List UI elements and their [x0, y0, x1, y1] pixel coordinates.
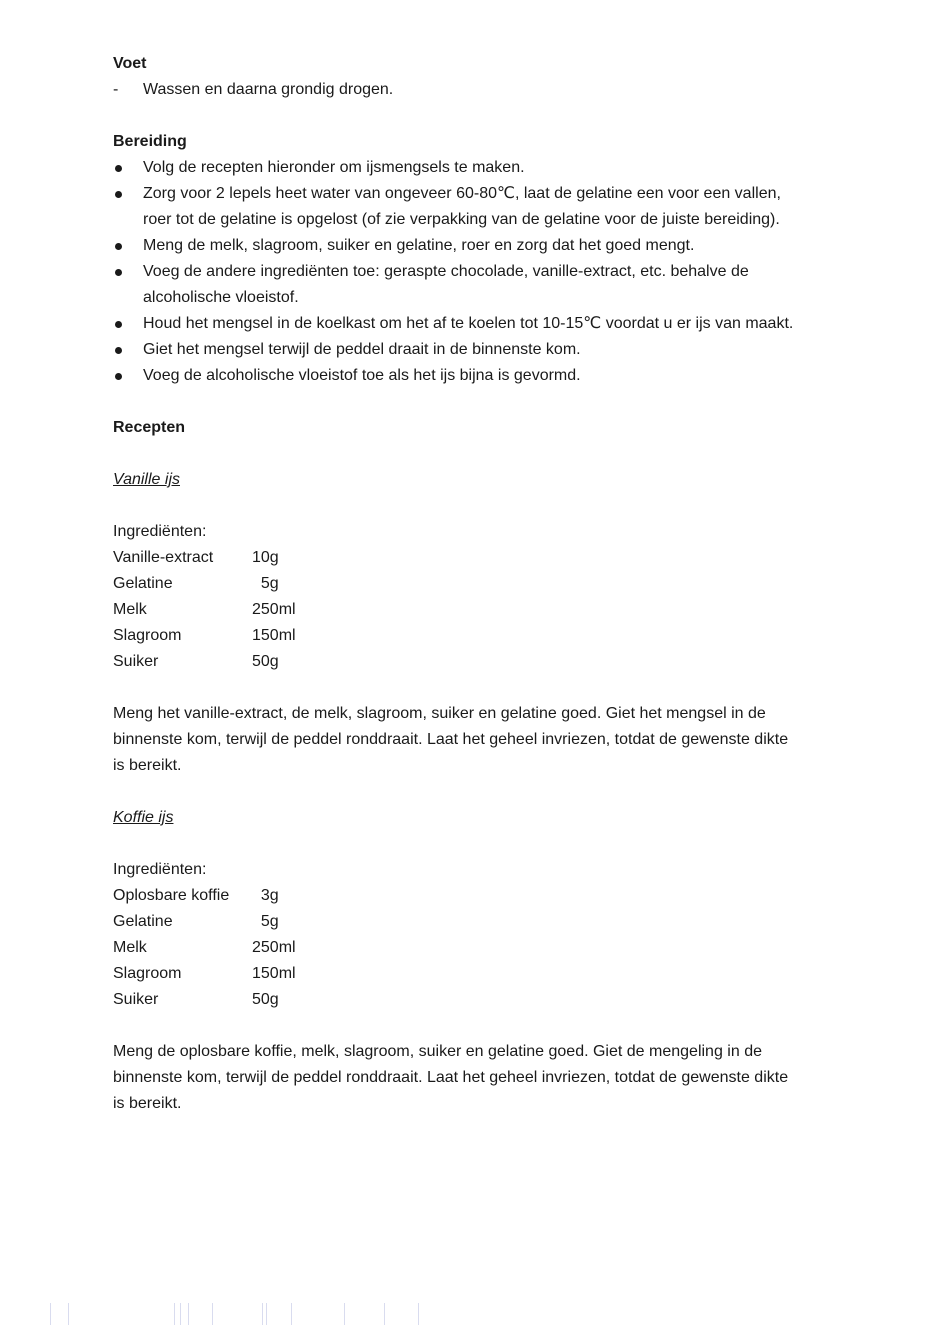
ingredient-quantity: 50g: [252, 991, 279, 1008]
bullet-icon: [115, 269, 122, 276]
section-heading-bereiding: Bereiding: [113, 133, 187, 150]
list-item: [113, 155, 813, 181]
ingredient-row: [113, 545, 813, 571]
list-item-text: Voeg de alcoholische vloeistof toe als het ijs bijna is gevormd.: [143, 367, 581, 384]
list-item: [113, 337, 813, 363]
ingredient-quantity: 3g: [252, 887, 279, 904]
ingredient-name: Melk: [113, 939, 147, 956]
ingredient-row: [113, 571, 813, 597]
list-item-text: Meng de melk, slagroom, suiker en gelatine, roer en zorg dat het goed mengt.: [143, 237, 695, 254]
list-item: [113, 259, 813, 311]
list-item: [113, 311, 813, 337]
ingredient-row: [113, 987, 813, 1013]
ingredient-row: [113, 597, 813, 623]
recipe-instructions: Meng de oplosbare koffie, melk, slagroom, suiker en gelatine goed. Giet de mengeling in de binnenste kom, terwijl de peddel ronddraait. Laat het geheel invriezen, totdat de gewenste dikte is bereikt.: [113, 1043, 789, 1112]
ingredient-name: Suiker: [113, 653, 159, 670]
list-item: [113, 77, 813, 103]
ingredient-name: Gelatine: [113, 913, 173, 930]
list-item-text: Zorg voor 2 lepels heet water van ongeveer 60-80℃, laat de gelatine een voor een vallen, roer tot de gelatine is opgelost (of zie verpakking van de gelatine voor de juiste bereiding).: [143, 185, 781, 228]
list-item: [113, 363, 813, 389]
ingredient-row: [113, 883, 813, 909]
document-page: [113, 51, 813, 1117]
ingredient-row: [113, 623, 813, 649]
ingredient-quantity: 10g: [252, 549, 279, 566]
list-item: [113, 233, 813, 259]
list-item-text: Houd het mengsel in de koelkast om het af te koelen tot 10-15℃ voordat u er ijs van maakt.: [143, 315, 794, 332]
list-item-text: Voeg de andere ingrediënten toe: geraspte chocolade, vanille-extract, etc. behalve de alcoholische vloeistof.: [143, 263, 749, 306]
recipe-title: Koffie ijs: [113, 809, 174, 826]
ingredients-label: Ingrediënten:: [113, 523, 207, 540]
recipe-instructions: Meng het vanille-extract, de melk, slagroom, suiker en gelatine goed. Giet het mengsel in de binnenste kom, terwijl de peddel ronddraait. Laat het geheel invriezen, totdat de gewenste dikte is bereikt.: [113, 705, 789, 774]
list-item-text: Giet het mengsel terwijl de peddel draait in de binnenste kom.: [143, 341, 581, 358]
ingredient-name: Melk: [113, 601, 147, 618]
recipe-title: Vanille ijs: [113, 471, 180, 488]
bullet-icon: [115, 243, 122, 250]
ingredient-quantity: 250ml: [252, 601, 296, 618]
ingredient-quantity: 5g: [252, 575, 279, 592]
ingredient-quantity: 5g: [252, 913, 279, 930]
ingredient-quantity: 250ml: [252, 939, 296, 956]
ingredient-row: [113, 961, 813, 987]
bullet-icon: [115, 373, 122, 380]
ingredient-row: [113, 909, 813, 935]
scan-artifact-marks: [48, 1303, 448, 1325]
bullet-icon: [115, 347, 122, 354]
ingredient-row: [113, 649, 813, 675]
ingredient-name: Vanille-extract: [113, 549, 214, 566]
ingredient-name: Slagroom: [113, 965, 182, 982]
list-item-text: Volg de recepten hieronder om ijsmengsels te maken.: [143, 159, 525, 176]
bullet-icon: [115, 321, 122, 328]
ingredient-name: Gelatine: [113, 575, 173, 592]
bullet-icon: [115, 191, 122, 198]
list-item: [113, 181, 813, 233]
bullet-icon: [115, 165, 122, 172]
ingredient-name: Suiker: [113, 991, 159, 1008]
dash-marker: -: [113, 81, 119, 98]
list-item-text: Wassen en daarna grondig drogen.: [143, 81, 394, 98]
ingredient-name: Slagroom: [113, 627, 182, 644]
section-heading-recepten: Recepten: [113, 419, 186, 436]
ingredients-label: Ingrediënten:: [113, 861, 207, 878]
ingredient-quantity: 150ml: [252, 965, 296, 982]
ingredient-quantity: 50g: [252, 653, 279, 670]
ingredient-quantity: 150ml: [252, 627, 296, 644]
ingredient-name: Oplosbare koffie: [113, 887, 230, 904]
section-heading-voet: Voet: [113, 55, 147, 72]
ingredient-row: [113, 935, 813, 961]
